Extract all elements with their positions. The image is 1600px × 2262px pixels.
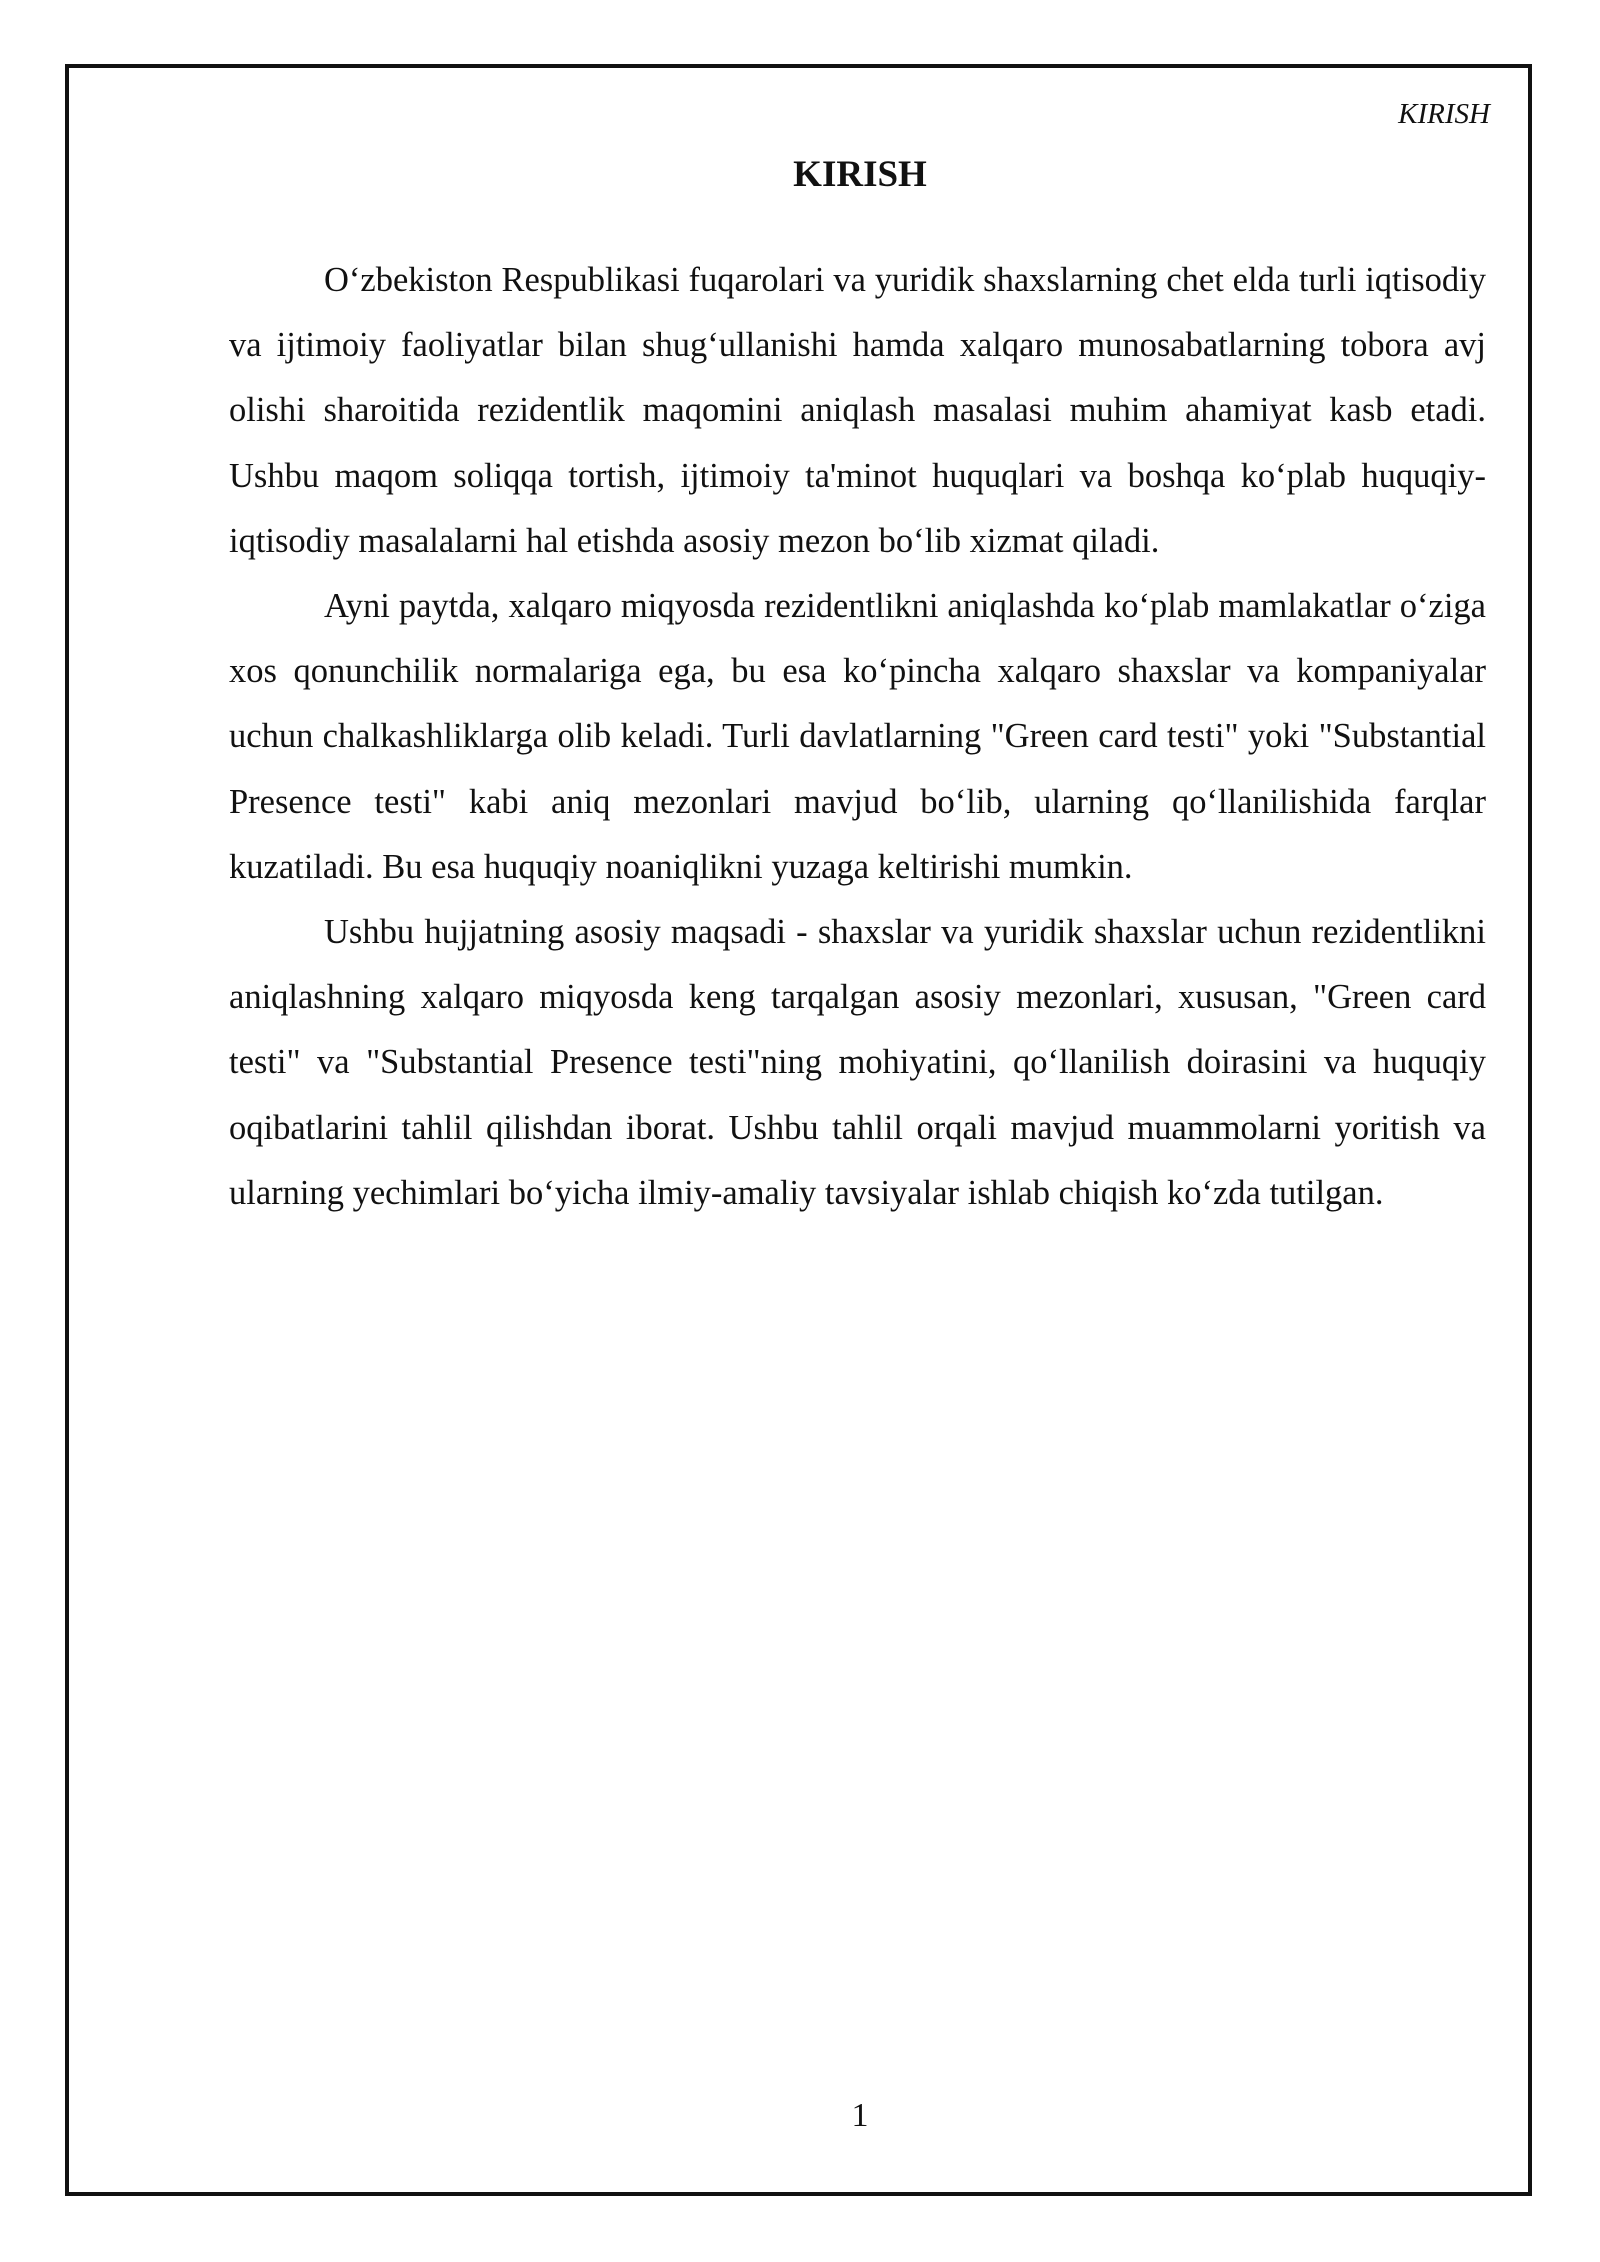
running-header: KIRISH	[1398, 98, 1490, 130]
body-paragraph: Ushbu hujjatning asosiy maqsadi - shaxslar va yuridik shaxslar uchun rezidentlikni aniqlashning xalqaro miqyosda keng tarqalgan asosiy mezonlari, xususan, "Green card testi" va "Substantial Presence testi"ning mohiyatini, qo‘llanilish doirasini va huquqiy oqibatlarini tahlil qilishdan iborat. Ushbu tahlil orqali mavjud muammolarni yoritish va ularning yechimlari bo‘yicha ilmiy-amaliy tavsiyalar ishlab chiqish ko‘zda tutilgan.	[229, 913, 1486, 1212]
body-paragraph: O‘zbekiston Respublikasi fuqarolari va yuridik shaxslarning chet elda turli iqtisodiy va ijtimoiy faoliyatlar bilan shug‘ullanishi hamda xalqaro munosabatlarning tobora avj olishi sharoitida rezidentlik maqomini aniqlash masalasi muhim ahamiyat kasb etadi. Ushbu maqom soliqqa tortish, ijtimoiy ta'minot huquqlari va boshqa ko‘plab huquqiy-iqtisodiy masalalarni hal etishda asosiy mezon bo‘lib xizmat qiladi.	[229, 261, 1486, 560]
page-number: 1	[851, 2097, 869, 2134]
body-paragraph: Ayni paytda, xalqaro miqyosda rezidentlikni aniqlashda ko‘plab mamlakatlar o‘ziga xos qonunchilik normalariga ega, bu esa ko‘pincha xalqaro shaxslar va kompaniyalar uchun chalkashliklarga olib keladi. Turli davlatlarning "Green card testi" yoki "Substantial Presence testi" kabi aniq mezonlari mavjud bo‘lib, ularning qo‘llanilishida farqlar kuzatiladi. Bu esa huquqiy noaniqlikni yuzaga keltirishi mumkin.	[229, 587, 1486, 886]
page-title: KIRISH	[793, 154, 927, 195]
document-body	[229, 248, 1486, 1226]
